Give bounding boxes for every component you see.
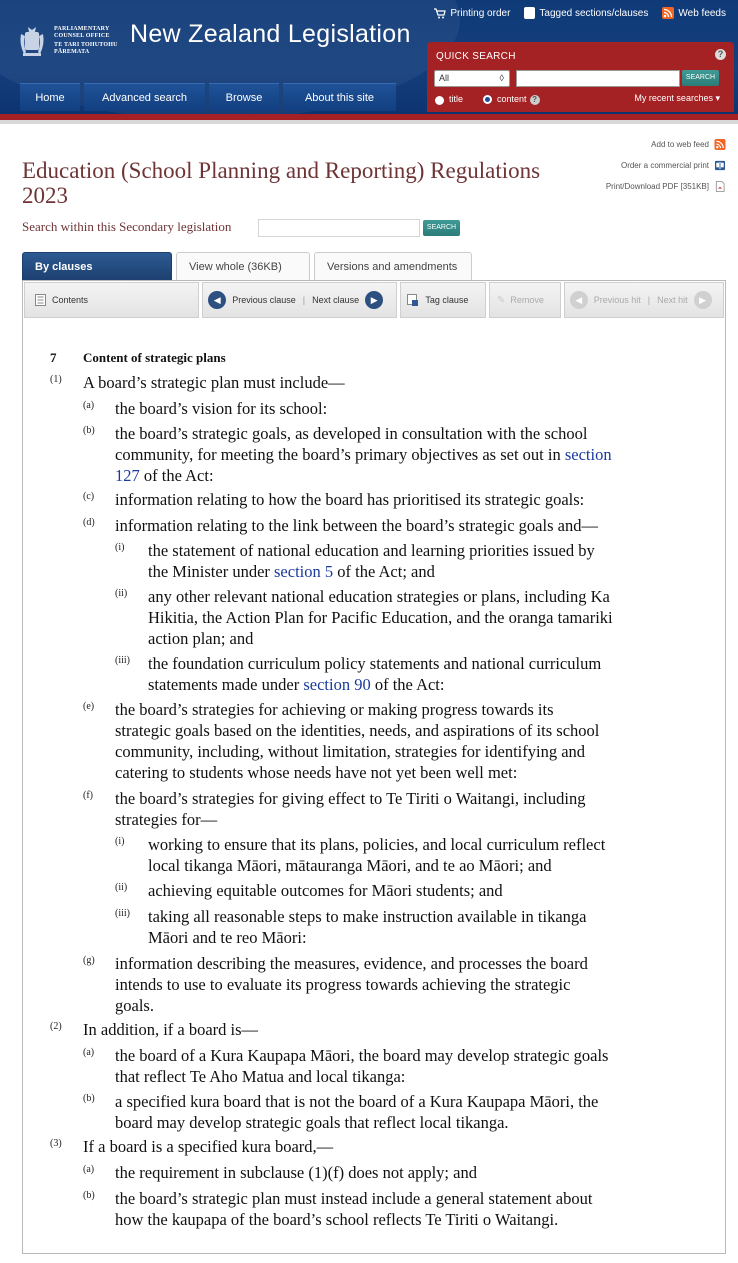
subparagraph-text: any other relevant national education strategies or plans, including Ka — [148, 587, 610, 606]
web-feeds-label: Web feeds — [678, 7, 726, 19]
paragraph-text: a specified kura board that is not the board of a Kura Kaupapa Māori, the — [115, 1092, 599, 1111]
paragraph-label: (g) — [83, 955, 95, 966]
office-line: COUNSEL OFFICE — [54, 33, 110, 39]
subparagraph-text — [148, 561, 435, 582]
paragraph-text: the requirement in subclause (1)(f) does not apply; and — [115, 1163, 477, 1182]
paragraph-label: (e) — [83, 701, 95, 712]
text-run: community, for meeting the board’s primary objectives as set out in — [115, 445, 561, 464]
tag-clause-label: Tag clause — [425, 295, 469, 305]
subparagraph-text: local tikanga Māori, mātauranga Māori, and te ao Māori; and — [148, 856, 552, 875]
paragraph-label: (a) — [83, 1047, 95, 1058]
toolbar-separator: | — [647, 295, 651, 305]
search-within-label: Search within this Secondary legislation — [22, 219, 232, 234]
quick-search-title: QUICK SEARCH — [436, 51, 516, 62]
tag-clause-button[interactable] — [400, 282, 486, 318]
tab-versions[interactable]: Versions and amendments — [314, 252, 472, 281]
previous-hit-icon[interactable]: ◀ — [570, 291, 588, 309]
top-links — [433, 7, 726, 19]
paragraph-label: (c) — [83, 491, 95, 502]
add-web-feed-link[interactable] — [606, 134, 726, 155]
office-line: TE TARI TOHUTOHU — [54, 42, 118, 48]
quick-search-button[interactable]: SEARCH — [682, 70, 719, 86]
office-line: PĀREMATA — [54, 49, 90, 55]
order-print-label: Order a commercial print — [620, 161, 709, 170]
paragraph-text: how the kaupapa of the board’s school reflects Te Tiriti o Waitangi. — [115, 1210, 559, 1229]
quick-search-input[interactable] — [516, 70, 680, 87]
nav-advanced-search[interactable]: Advanced search — [84, 83, 205, 111]
clause-number: 7 — [50, 350, 57, 365]
download-pdf-label: Print/Download PDF [351KB] — [605, 182, 709, 191]
paragraph-label: (b) — [83, 1093, 95, 1104]
paragraph-text: strategies for— — [115, 810, 218, 829]
help-icon[interactable]: ? — [715, 49, 726, 60]
radio-content-label: content — [497, 94, 527, 104]
chevron-down-icon: ▾ — [715, 93, 720, 103]
quick-search-mode — [435, 94, 540, 105]
clause-heading — [50, 350, 226, 366]
clause-navigation — [202, 282, 397, 318]
paragraph-text: intends to use to evaluate its progress towards achieving the strategic — [115, 975, 571, 994]
subparagraph-text: the foundation curriculum policy statements and national curriculum — [148, 654, 602, 673]
paragraph-text — [115, 465, 214, 486]
paragraph-text — [115, 444, 612, 465]
recent-searches-label: My recent searches — [634, 93, 713, 103]
cart-icon — [433, 8, 446, 19]
subparagraph-label: (iii) — [115, 655, 130, 666]
subparagraph-text: action plan; and — [148, 629, 254, 648]
paragraph-text: catering to students whose needs have not yet been well met: — [115, 763, 518, 782]
text-run: of the Act; and — [337, 562, 435, 581]
tagged-sections-link[interactable] — [524, 7, 648, 19]
subparagraph-label: (ii) — [115, 588, 128, 599]
subparagraph-label: (iii) — [115, 908, 130, 919]
book-icon — [714, 160, 726, 171]
previous-hit-button[interactable]: Previous hit — [593, 295, 641, 305]
subclause-text: If a board is a specified kura board,— — [83, 1137, 334, 1156]
subparagraph-text: Māori and te reo Māori: — [148, 928, 307, 947]
nav-browse[interactable]: Browse — [209, 83, 279, 111]
nav-about[interactable]: About this site — [283, 83, 396, 111]
site-title[interactable]: New Zealand Legislation — [130, 20, 411, 48]
section-90-link[interactable]: section 90 — [303, 675, 371, 694]
page-title — [22, 158, 582, 208]
search-within-button[interactable]: SEARCH — [423, 220, 460, 236]
subclause-label: (1) — [50, 374, 62, 385]
rss-icon — [662, 7, 674, 19]
tagged-sections-label: Tagged sections/clauses — [539, 7, 649, 19]
paragraph-text: community, including, without limitation, strategies for identifying and — [115, 742, 586, 761]
document-actions — [606, 134, 726, 197]
pencil-icon: ✎ — [497, 294, 506, 306]
clause-heading-text: Content of strategic plans — [83, 350, 226, 365]
nz-coat-of-arms-icon — [14, 24, 50, 60]
help-icon[interactable]: ? — [530, 95, 540, 105]
next-clause-button[interactable]: Next clause — [312, 295, 360, 305]
section-5-link[interactable]: section 5 — [274, 562, 334, 581]
main-nav — [20, 83, 396, 111]
remove-label: Remove — [510, 295, 544, 305]
subparagraph-text: the statement of national education and learning priorities issued by — [148, 541, 595, 560]
subparagraph-text — [148, 674, 444, 695]
title-line: 2023 — [22, 183, 68, 208]
office-line: PARLIAMENTARY — [54, 26, 110, 32]
subclause-text: In addition, if a board is— — [83, 1020, 259, 1039]
search-within-input[interactable] — [258, 219, 420, 237]
text-run: statements made under — [148, 675, 300, 694]
paragraph-text: information describing the measures, evidence, and processes the board — [115, 954, 588, 973]
hit-navigation — [564, 282, 724, 318]
tab-by-clauses[interactable]: By clauses — [22, 252, 172, 281]
paragraph-text: the board’s strategies for achieving or making progress towards its — [115, 700, 554, 719]
radio-selected-icon — [483, 95, 492, 104]
clause-toolbar — [24, 282, 724, 318]
site-header — [0, 0, 738, 114]
tag-icon — [407, 294, 419, 306]
paragraph-text: the board’s strategic goals, as developed in consultation with the school — [115, 424, 588, 443]
subclause-label: (2) — [50, 1021, 62, 1032]
paragraph-label: (f) — [83, 790, 93, 801]
paragraph-text: the board’s vision for its school: — [115, 399, 328, 418]
quick-search-panel — [427, 42, 734, 112]
paragraph-text: information relating to how the board has prioritised its strategic goals: — [115, 490, 585, 509]
printing-order-link[interactable] — [433, 7, 510, 19]
radio-title[interactable] — [435, 94, 463, 104]
next-icon[interactable]: ▶ — [365, 291, 383, 309]
paragraph-text: goals. — [115, 996, 154, 1015]
download-pdf-link[interactable] — [606, 176, 726, 197]
paragraph-text: strategic goals based on the identities, needs, and aspirations of its school — [115, 721, 600, 740]
subparagraph-text: achieving equitable outcomes for Māori students; and — [148, 881, 503, 900]
subclause-text: A board’s strategic plan must include— — [83, 373, 345, 392]
previous-clause-button[interactable]: Previous clause — [232, 295, 296, 305]
remove-button[interactable] — [489, 282, 561, 318]
paragraph-text: information relating to the link between the board’s strategic goals and— — [115, 516, 598, 535]
paragraph-label: (b) — [83, 425, 95, 436]
order-print-link[interactable] — [606, 155, 726, 176]
header-shadow — [0, 120, 738, 124]
nav-home[interactable]: Home — [20, 83, 80, 111]
radio-content[interactable] — [483, 94, 540, 105]
office-name — [54, 26, 118, 56]
contents-button[interactable] — [24, 282, 199, 318]
text-run: of the Act: — [374, 675, 445, 694]
contents-icon — [35, 294, 46, 306]
toolbar-separator: | — [302, 295, 306, 305]
subparagraph-label: (i) — [115, 542, 125, 553]
paragraph-text: that reflect Te Aho Matua and local tikanga: — [115, 1067, 406, 1086]
next-hit-button[interactable]: Next hit — [657, 295, 688, 305]
section-127-link[interactable]: section — [564, 445, 612, 464]
radio-title-label: title — [449, 94, 464, 105]
paragraph-text: board may develop strategic goals that reflect local tikanga. — [115, 1113, 509, 1132]
text-run: of the Act: — [143, 466, 214, 485]
view-tabs — [22, 252, 472, 281]
text-run: the Minister under — [148, 562, 270, 581]
next-hit-icon[interactable]: ▶ — [694, 291, 712, 309]
paragraph-text: the board’s strategic plan must instead include a general statement about — [115, 1189, 593, 1208]
quick-search-scope-select[interactable]: All ◊ — [434, 70, 510, 87]
paragraph-text: the board of a Kura Kaupapa Māori, the board may develop strategic goals — [115, 1046, 609, 1065]
paragraph-label: (a) — [83, 400, 95, 411]
document-icon — [524, 7, 535, 19]
paragraph-label: (b) — [83, 1190, 95, 1201]
contents-label: Contents — [52, 295, 89, 305]
radio-icon — [435, 96, 444, 105]
recent-searches-link[interactable] — [634, 93, 720, 104]
title-line: Education (School Planning and Reporting) Regulations — [22, 158, 541, 183]
pdf-icon — [714, 181, 726, 192]
section-127-link[interactable]: 127 — [115, 466, 140, 485]
add-web-feed-label: Add to web feed — [651, 140, 709, 149]
paragraph-text: the board’s strategies for giving effect to Te Tiriti o Waitangi, including — [115, 789, 586, 808]
subparagraph-label: (ii) — [115, 882, 128, 893]
paragraph-label: (a) — [83, 1164, 95, 1175]
subparagraph-text: working to ensure that its plans, policies, and local curriculum reflect — [148, 835, 606, 854]
paragraph-label: (d) — [83, 517, 95, 528]
printing-order-label: Printing order — [450, 7, 511, 19]
subparagraph-text: Hikitia, the Action Plan for Pacific Education, and the oranga tamariki — [148, 608, 613, 627]
subparagraph-text: taking all reasonable steps to make instruction available in tikanga — [148, 907, 587, 926]
web-feeds-link[interactable] — [662, 7, 726, 19]
subparagraph-label: (i) — [115, 836, 125, 847]
rss-icon — [714, 139, 726, 150]
tab-view-whole[interactable]: View whole (36KB) — [176, 252, 310, 281]
subclause-label: (3) — [50, 1138, 62, 1149]
previous-icon[interactable]: ◀ — [208, 291, 226, 309]
